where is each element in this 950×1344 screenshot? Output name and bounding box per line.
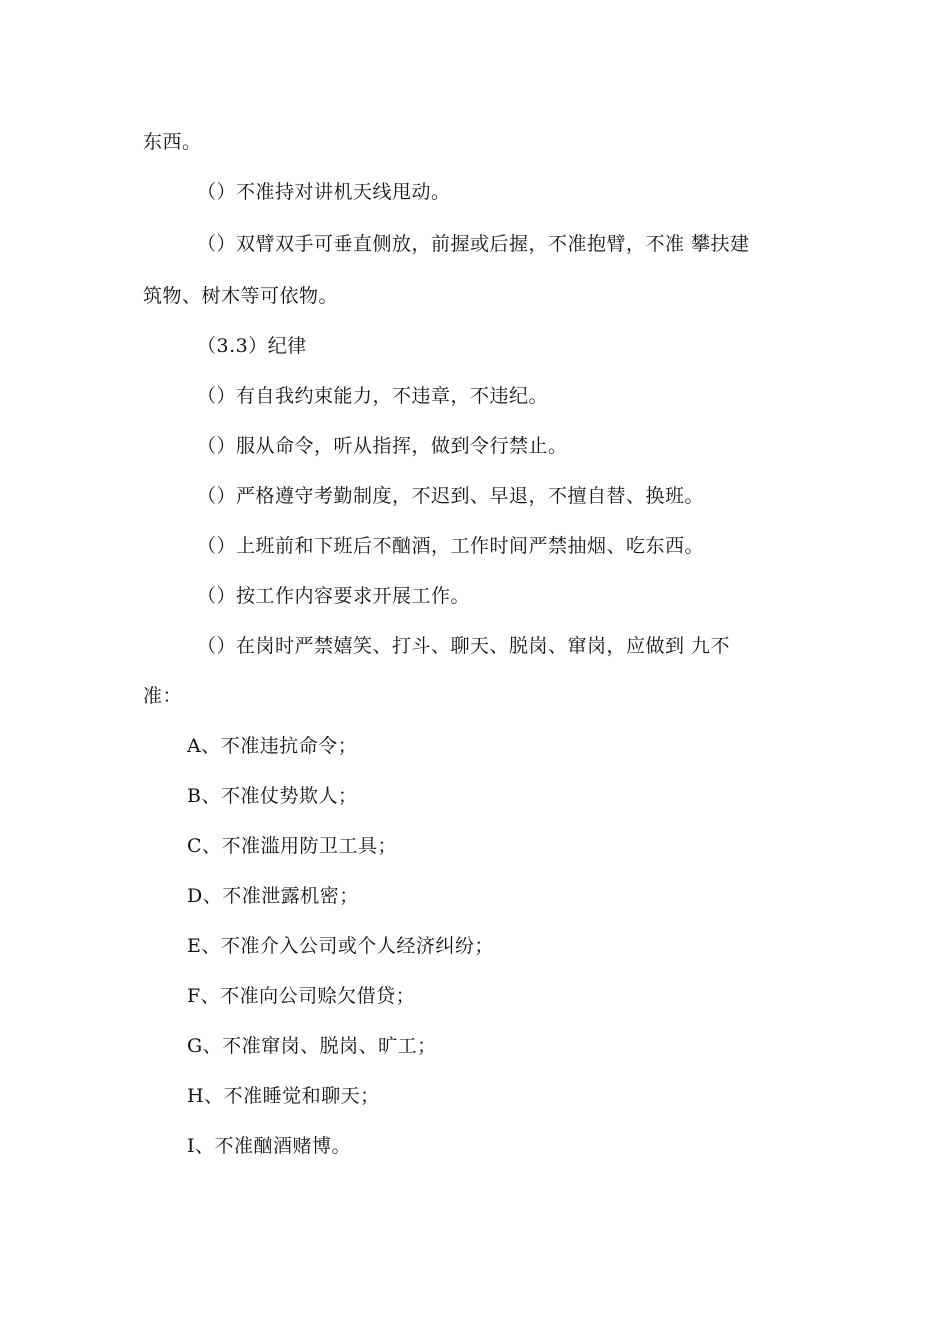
text-line-item: （）在岗时严禁嬉笑、打斗、聊天、脱岗、窜岗，应做到 九不 <box>197 635 731 657</box>
text-line-continuation: 筑物、树木等可依物。 <box>143 285 339 307</box>
text-line-item: （）有自我约束能力，不违章，不违纪。 <box>197 385 549 407</box>
text-line-item: （）不准持对讲机天线甩动。 <box>197 181 451 203</box>
text-line-item: （）上班前和下班后不酗酒，工作时间严禁抽烟、吃东西。 <box>197 535 705 557</box>
list-item: G、不准窜岗、脱岗、旷工； <box>187 1035 437 1057</box>
text-line-item: （）双臂双手可垂直侧放，前握或后握，不准抱臂，不准 攀扶建 <box>197 233 750 255</box>
list-item: B、不准仗势欺人； <box>187 785 358 807</box>
section-heading: （3.3）纪律 <box>197 335 307 357</box>
list-item: D、不准泄露机密； <box>187 885 359 907</box>
text-line-item: （）服从命令，听从指挥，做到令行禁止。 <box>197 435 568 457</box>
list-item: E、不准介入公司或个人经济纠纷； <box>187 935 494 957</box>
list-item: H、不准睡觉和聊天； <box>187 1085 380 1107</box>
text-line-item: （）严格遵守考勤制度，不迟到、早退，不擅自替、换班。 <box>197 485 705 507</box>
list-item: C、不准滥用防卫工具； <box>187 835 398 857</box>
list-item: A、不准违抗命令； <box>187 735 358 757</box>
text-line-continuation: 东西。 <box>143 131 202 153</box>
text-line-item: （）按工作内容要求开展工作。 <box>197 585 471 607</box>
text-line-continuation: 准： <box>143 685 183 707</box>
list-item: F、不准向公司赊欠借贷； <box>187 985 416 1007</box>
list-item: I、不准酗酒赌博。 <box>187 1135 352 1157</box>
